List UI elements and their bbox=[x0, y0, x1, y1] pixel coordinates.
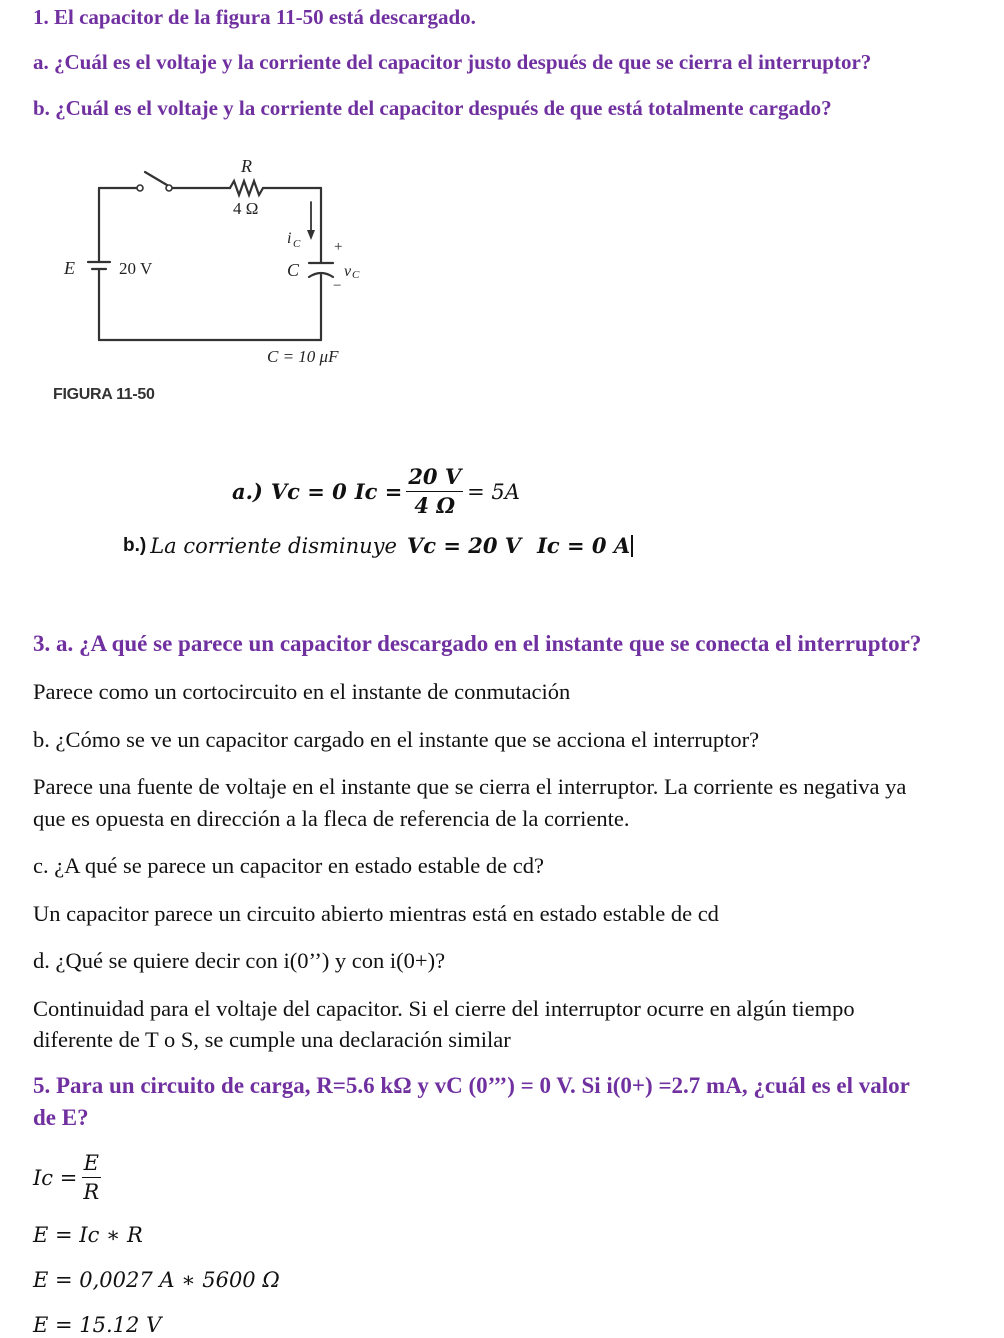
switch-contact-left bbox=[137, 185, 143, 191]
answer-1a-numerator: 20 V bbox=[406, 464, 463, 492]
q3-b-question: b. ¿Cómo se ve un capacitor cargado en el instante que se acciona el interruptor? bbox=[33, 727, 760, 752]
answer-1b-vc: Vc = 20 V bbox=[406, 533, 522, 558]
answer-1a-fraction bbox=[406, 464, 463, 519]
answer-1b-prefix: b.) bbox=[123, 534, 147, 556]
q3-c-answer: Un capacitor parece un circuito abierto mientras está en estado estable de cd bbox=[33, 901, 719, 926]
q3-c-question: c. ¿A qué se parece un capacitor en estado estable de cd? bbox=[33, 853, 544, 878]
resistor-symbol bbox=[230, 181, 263, 195]
answer-1a-ic: Ic = bbox=[354, 479, 403, 504]
answer-1a-result: = 5A bbox=[467, 479, 520, 504]
answer-1a-equation bbox=[232, 464, 520, 519]
label-vc: v bbox=[344, 263, 352, 280]
answer-1a-prefix: a.) bbox=[232, 479, 263, 504]
answer-1b-equation bbox=[123, 533, 633, 558]
label-plus: + bbox=[334, 239, 343, 255]
q3-b-answer-line1: Parece una fuente de voltaje en el instante que se cierra el interruptor. La corriente es negativa ya bbox=[33, 774, 907, 799]
q3-d-answer-line1: Continuidad para el voltaje del capacitor. Si el cierre del interruptor ocurre en algún tiempo bbox=[33, 996, 855, 1021]
answer-1b-ic: Ic = 0 A bbox=[537, 533, 631, 558]
q3-title: 3. a. ¿A qué se parece un capacitor descargado en el instante que se conecta el interruptor? bbox=[33, 631, 922, 656]
answer-1a-vc: Vc = 0 bbox=[270, 479, 347, 504]
q3-b-answer-line2: que es opuesta en dirección a la fleca de referencia de la corriente. bbox=[33, 806, 630, 831]
circuit-diagram bbox=[40, 150, 400, 380]
label-c: C bbox=[287, 260, 300, 280]
label-c-value: C = 10 μF bbox=[267, 347, 339, 366]
q3-a-answer: Parece como un cortocircuito en el instante de conmutación bbox=[33, 679, 571, 704]
q5-eq4: E = 15.12 V bbox=[33, 1313, 162, 1337]
label-ic-sub: C bbox=[293, 238, 301, 250]
q5-eq1-denominator: R bbox=[83, 1180, 100, 1204]
label-e: E bbox=[64, 258, 75, 278]
q5-eq1-lhs: Ic = bbox=[33, 1165, 78, 1190]
figure-caption: FIGURA 11-50 bbox=[53, 386, 155, 403]
label-e-value: 20 V bbox=[119, 259, 153, 278]
q5-eq1-fraction bbox=[81, 1150, 101, 1205]
q5-eq2: E = Ic ∗ R bbox=[33, 1223, 143, 1247]
label-r-value: 4 Ω bbox=[233, 199, 259, 218]
label-minus: − bbox=[333, 278, 342, 294]
q1-part-a: a. ¿Cuál es el voltaje y la corriente del capacitor justo después de que se cierra el interruptor? bbox=[33, 50, 872, 74]
q5-title-line2: de E? bbox=[33, 1105, 89, 1130]
current-arrow-head bbox=[307, 230, 315, 240]
answer-1b-text: La corriente disminuye bbox=[150, 533, 397, 558]
q5-eq1 bbox=[33, 1150, 105, 1205]
label-ic: i bbox=[287, 230, 292, 247]
q5-title-line1: 5. Para un circuito de carga, R=5.6 kΩ y vC (0’’’) = 0 V. Si i(0+) =2.7 mA, ¿cuál es el valor bbox=[33, 1073, 910, 1098]
answer-1a-denominator: 4 Ω bbox=[414, 493, 456, 518]
q5-eq1-numerator: E bbox=[82, 1150, 101, 1178]
q1-title: 1. El capacitor de la figura 11-50 está descargado. bbox=[33, 5, 476, 29]
q3-d-answer-line2: diferente de T o S, se cumple una declaración similar bbox=[33, 1027, 511, 1052]
q3-d-question: d. ¿Qué se quiere decir con i(0’’) y con i(0+)? bbox=[33, 948, 446, 973]
text-cursor bbox=[631, 535, 633, 557]
q5-eq3: E = 0,0027 A ∗ 5600 Ω bbox=[33, 1268, 280, 1292]
label-r: R bbox=[241, 156, 252, 176]
q1-part-b: b. ¿Cuál es el voltaje y la corriente del capacitor después de que está totalmente cargado? bbox=[33, 96, 832, 120]
label-vc-sub: C bbox=[352, 269, 360, 281]
switch-contact-right bbox=[166, 185, 172, 191]
